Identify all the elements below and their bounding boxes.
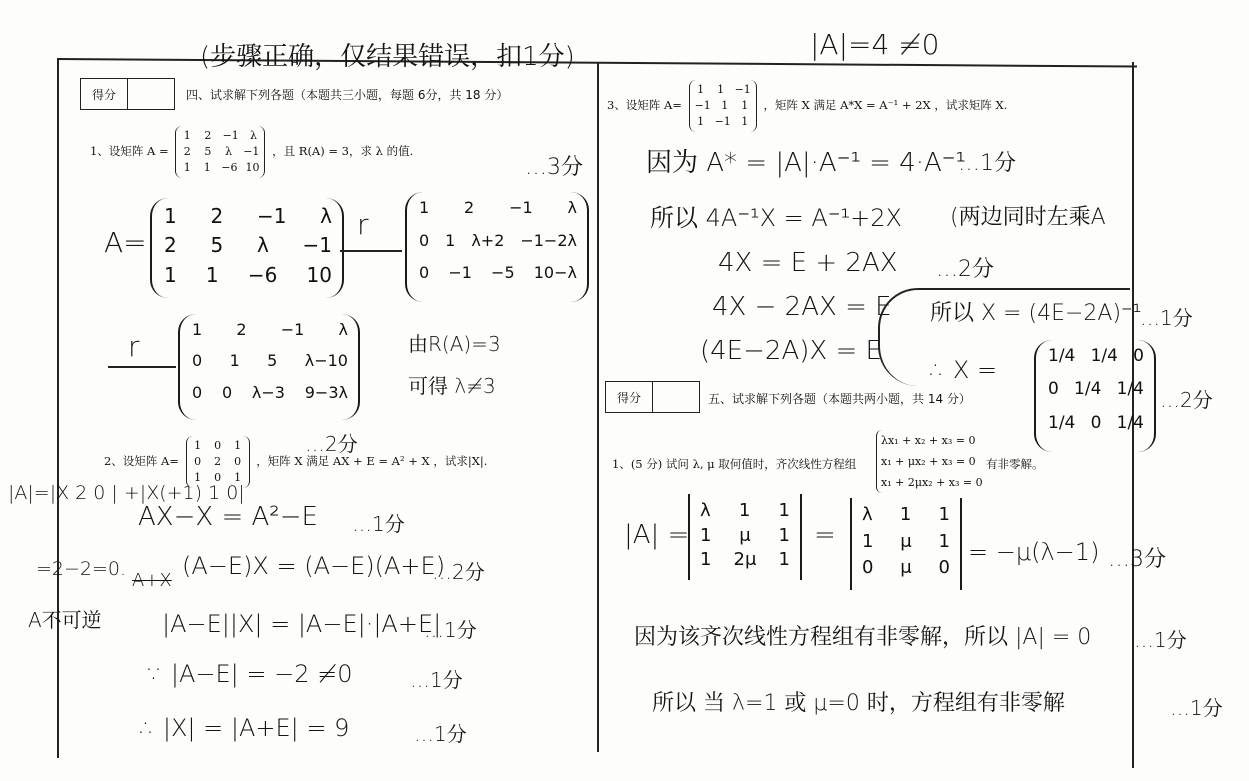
matrix-cell: −1 [734,83,751,96]
matrix-cell: −1 [243,145,260,158]
s5-line-1-result: = −μ(λ−1) [968,538,1100,566]
hw-matrix-cell: 1 [445,230,456,250]
s5-line-1-score: …3分 [1108,547,1166,572]
matrix-cell: 1 [697,83,705,96]
q2-line-1-score: …1分 [352,512,405,536]
q3-result-matrix [1034,340,1156,452]
matrix-cell: 1 [697,115,705,128]
matrix-cell: 0 [214,439,222,452]
hw-matrix-cell: λ+2 [471,230,505,250]
hw-matrix-cell: 1 [778,549,790,571]
matrix-cell: −1 [714,115,731,128]
hw-matrix-cell: 1 [700,549,712,571]
s5-q1-suffix: 有非零解。 [986,457,1044,471]
hw-matrix-cell: −5 [491,263,515,283]
section5-title: 五、试求解下列各题（本题共两小题，共 14 分） [708,392,971,406]
hw-matrix-cell: 0 [192,382,203,402]
hw-matrix-cell: 1 [738,500,751,521]
hw-matrix-cell: 5 [267,351,278,371]
q3-matrix [689,80,757,132]
hw-matrix-cell: 1 [899,504,912,525]
left-page-border [57,58,59,758]
top-right-note: |A|=4 ≠0 [810,28,940,61]
hw-matrix-cell: λ [567,198,577,217]
hw-matrix-cell: 1 [164,262,177,287]
matrix-row [695,82,751,98]
hw-matrix-row [419,231,577,250]
hw-matrix-cell: 0 [221,382,233,402]
top-left-note: (步骤正确，仅结果错误，扣1分) [200,42,575,72]
hw-matrix-row [1048,413,1144,433]
s5-line-2: 因为该齐次线性方程组有非零解，所以 |A| = 0 [634,625,1092,650]
hw-matrix-cell: 1 [778,524,790,546]
hw-matrix-cell: 1/4 [1116,379,1144,400]
hw-matrix-cell: 0 [192,351,203,371]
hw-matrix-cell: μ [900,557,912,579]
hw-matrix-cell: 1 [778,500,790,521]
hw-matrix-cell: 1 [938,530,950,552]
hw-matrix-row [419,263,577,282]
q3-suffix: ，矩阵 X 满足 A*X = A⁻¹ + 2X ，试求矩阵 X. [763,98,1008,112]
hw-matrix-cell: λ−10 [304,351,348,371]
q3-line-4: 4X − 2AX = E [712,292,892,322]
q3-line-6: 所以 X = (4E−2A)⁻¹ [930,301,1142,326]
s5-eq: = [814,520,836,550]
q1-r-label-2: r [128,330,140,363]
matrix-cell: 1 [234,471,242,484]
q2-side-note-1: |A|=|X 2 0 | +|X(+1) 1 0| [8,482,245,504]
matrix-cell: 1 [183,161,191,174]
q1-arrow-2 [108,366,176,368]
matrix-cell: λ [225,145,233,158]
hw-matrix-cell: 10−λ [533,263,577,283]
q1-statement [90,126,413,178]
s5-q1-system [876,430,983,493]
q3-line-5: (4E−2A)X = E [700,336,882,366]
hw-matrix-cell: λ [256,233,269,258]
equation-line: x₁ + μx₂ + x₃ = 0 [881,455,976,468]
matrix-cell: 0 [194,455,202,468]
matrix-row [695,114,751,130]
q1-score-2: …2分 [305,432,358,456]
hw-matrix-row [192,351,348,370]
hw-matrix-cell: −1 [509,198,533,217]
matrix-cell: 0 [234,455,242,468]
matrix-cell: 2 [214,455,222,468]
hw-matrix-cell: 0 [419,263,430,283]
hw-matrix-cell: −1 [302,233,332,258]
hw-matrix-cell: 9−3λ [304,382,348,402]
hw-matrix-cell: λ−3 [251,382,285,402]
hw-matrix-row [862,557,950,578]
q3-statement [607,80,1007,132]
q2-side-note-2: =2−2=0. [36,558,127,580]
hw-matrix-cell: 0 [1133,346,1144,366]
score-blank [653,382,699,412]
score-label: 得分 [81,79,128,109]
q3-line-2: 所以 4A⁻¹X = A⁻¹+2X [650,204,902,232]
matrix-cell: λ [249,129,257,142]
hw-matrix-cell: 0 [862,557,874,579]
score-blank [128,79,174,109]
hw-matrix-cell: μ [900,530,912,552]
hw-matrix-cell: −1−2λ [520,230,577,250]
hw-matrix-cell: 0 [1048,379,1059,400]
q3-line-3-score: …2分 [936,257,994,282]
hw-matrix-cell: 1 [700,524,712,546]
hw-matrix-row [700,525,790,546]
q1-prefix: 1、设矩阵 [90,144,144,158]
equation-line: λx₁ + x₂ + x₃ = 0 [881,434,976,447]
q1-note-2: 可得 λ≠3 [408,374,496,398]
q2-line-4: ∵ |A−E| = −2 ≠0 [148,660,353,688]
q1-A-label: A= [104,226,147,259]
s5-line-3: 所以 当 λ=1 或 μ=0 时，方程组有非零解 [652,691,1065,716]
matrix-cell: 2 [204,129,212,142]
hw-matrix-row [192,383,348,402]
hw-matrix-row [164,263,332,287]
section4-score-box [80,78,175,110]
q2-line-5: ∴ |X| = |A+E| = 9 [140,714,350,742]
q1-r-label-1: r [357,208,369,241]
s5-det-1 [688,494,802,580]
q3-prefix: 3、设矩阵 A= [607,98,682,112]
hw-matrix-cell: 1/4 [1074,379,1102,400]
hw-matrix-cell: 1/4 [1048,412,1076,433]
hw-matrix-cell: 1 [192,320,203,339]
matrix-cell: 1 [741,115,749,128]
q1-note-1: 由R(A)=3 [408,332,501,356]
matrix-cell: 1 [203,161,211,174]
matrix-cell: 1 [741,99,749,112]
matrix-cell: 1 [194,471,202,484]
hw-matrix-cell: −6 [247,262,278,287]
matrix-cell: 1 [183,129,191,142]
s5-q1-prefix: 1、(5 分) 试问 λ, μ 取何值时，齐次线性方程组 [612,457,857,471]
q2-line-3: |A−E||X| = |A−E|·|A+E| [162,610,442,638]
center-divider [597,62,599,752]
hw-matrix-cell: λ [338,320,348,339]
hw-matrix-cell: 1/4 [1048,346,1076,366]
matrix-cell: 1 [234,439,242,452]
matrix-row [192,438,244,454]
section4-title: 四、试求解下列各题（本题共三小题，每题 6分，共 18 分） [186,88,509,102]
hw-matrix-row [1048,346,1144,366]
q2-prefix: 2、设矩阵 A= [104,454,179,468]
hw-matrix-cell: −1 [280,320,305,339]
q3-line-7: ∴ X = [930,356,998,384]
hw-matrix-cell: 0 [1090,412,1102,433]
q3-line-1-score: …1分 [958,151,1016,176]
hw-matrix-row [862,531,950,552]
matrix-cell: −6 [221,161,238,174]
s5-det-2 [850,498,962,590]
score-label: 得分 [606,382,653,412]
q1-hw-matrix-1 [150,198,344,298]
s5-line-3-score: …1分 [1170,696,1223,720]
s5-line-1-lhs: |A| = [624,520,690,550]
hw-matrix-cell: μ [739,524,751,546]
q2-line-5-score: …1分 [414,722,467,746]
hw-matrix-cell: λ [320,204,332,228]
section5-score-box [605,381,700,413]
hw-matrix-cell: 1/4 [1090,346,1118,366]
matrix-row [181,128,259,144]
hw-matrix-cell: 2 [464,198,475,217]
hw-matrix-cell: 2 [236,320,247,339]
hw-matrix-row [419,198,577,217]
q3-line-3: 4X = E + 2AX [718,248,898,278]
q2-line-3-score: …1分 [424,618,477,642]
matrix-cell: 10 [245,161,260,174]
hw-matrix-cell: −1 [448,263,472,283]
q3-line-7-score: …2分 [1160,388,1213,412]
hw-matrix-cell: 1/4 [1116,412,1144,433]
q3-line-6-score: …1分 [1140,306,1193,330]
hw-matrix-row [164,233,332,257]
hw-matrix-cell: 10 [306,262,332,287]
matrix-cell: −1 [222,129,239,142]
matrix-cell: 1 [194,439,202,452]
matrix-cell: 0 [214,471,222,484]
hw-matrix-cell: 2 [164,233,177,258]
hw-matrix-cell: 0 [938,557,950,579]
q2-strike: A+X [132,570,172,591]
q2-line-2: (A−E)X = (A−E)(A+E) [182,552,446,580]
q2-line-4-score: …1分 [410,668,463,692]
q1-lhs: A = [146,144,169,158]
hw-matrix-cell: 5 [210,233,224,258]
q1-matrix [175,126,265,178]
hw-matrix-cell: 1 [862,530,874,552]
hw-matrix-cell: 1 [938,504,950,525]
hw-matrix-row [700,549,790,570]
hw-matrix-cell: −1 [256,204,287,228]
q3-line-1: 因为 A* = |A|·A⁻¹ = 4·A⁻¹ [646,148,966,178]
matrix-row [181,144,259,160]
matrix-cell: 1 [721,99,729,112]
q2-side-note-3: A不可逆 [28,608,102,632]
hw-matrix-cell: 1 [229,351,240,371]
hw-matrix-row [192,320,348,339]
hw-matrix-row [164,204,332,228]
q2-suffix: ，矩阵 X 满足 AX + E = A² + X ，试求|X|. [256,454,488,468]
matrix-cell: −1 [694,99,711,112]
hw-matrix-row [862,504,950,525]
equation-line: x₁ + 2μx₂ + x₃ = 0 [881,476,983,489]
hw-matrix-cell: 2μ [733,549,757,571]
q1-score-note: …3分 [525,155,583,180]
q1-suffix: ，且 R(A) = 3，求 λ 的值. [272,144,414,158]
q3-line-2-note: (两边同时左乘A [950,205,1106,230]
q1-hw-matrix-2 [405,192,589,302]
q1-hw-matrix-3 [178,314,360,420]
s5-line-2-score: …1分 [1134,628,1187,652]
matrix-row [192,454,244,470]
hw-matrix-row [700,500,790,521]
q2-matrix [186,436,250,488]
hw-matrix-cell: λ [700,500,711,521]
q2-line-2-score: …2分 [432,560,485,584]
hw-matrix-cell: 2 [210,204,224,228]
q2-statement [104,436,487,488]
matrix-row [181,160,259,176]
hw-matrix-cell: λ [862,504,873,525]
hw-matrix-cell: 0 [419,230,430,250]
hw-matrix-cell: 1 [205,262,219,287]
hw-matrix-cell: 1 [164,204,177,228]
matrix-cell: 5 [204,145,212,158]
hw-matrix-cell: 1 [419,198,430,217]
q1-arrow-1 [340,250,402,252]
matrix-cell: 1 [717,83,725,96]
matrix-row [695,98,751,114]
q2-line-1: AX−X = A²−E [138,502,318,532]
hw-matrix-row [1048,379,1144,399]
matrix-cell: 2 [183,145,191,158]
